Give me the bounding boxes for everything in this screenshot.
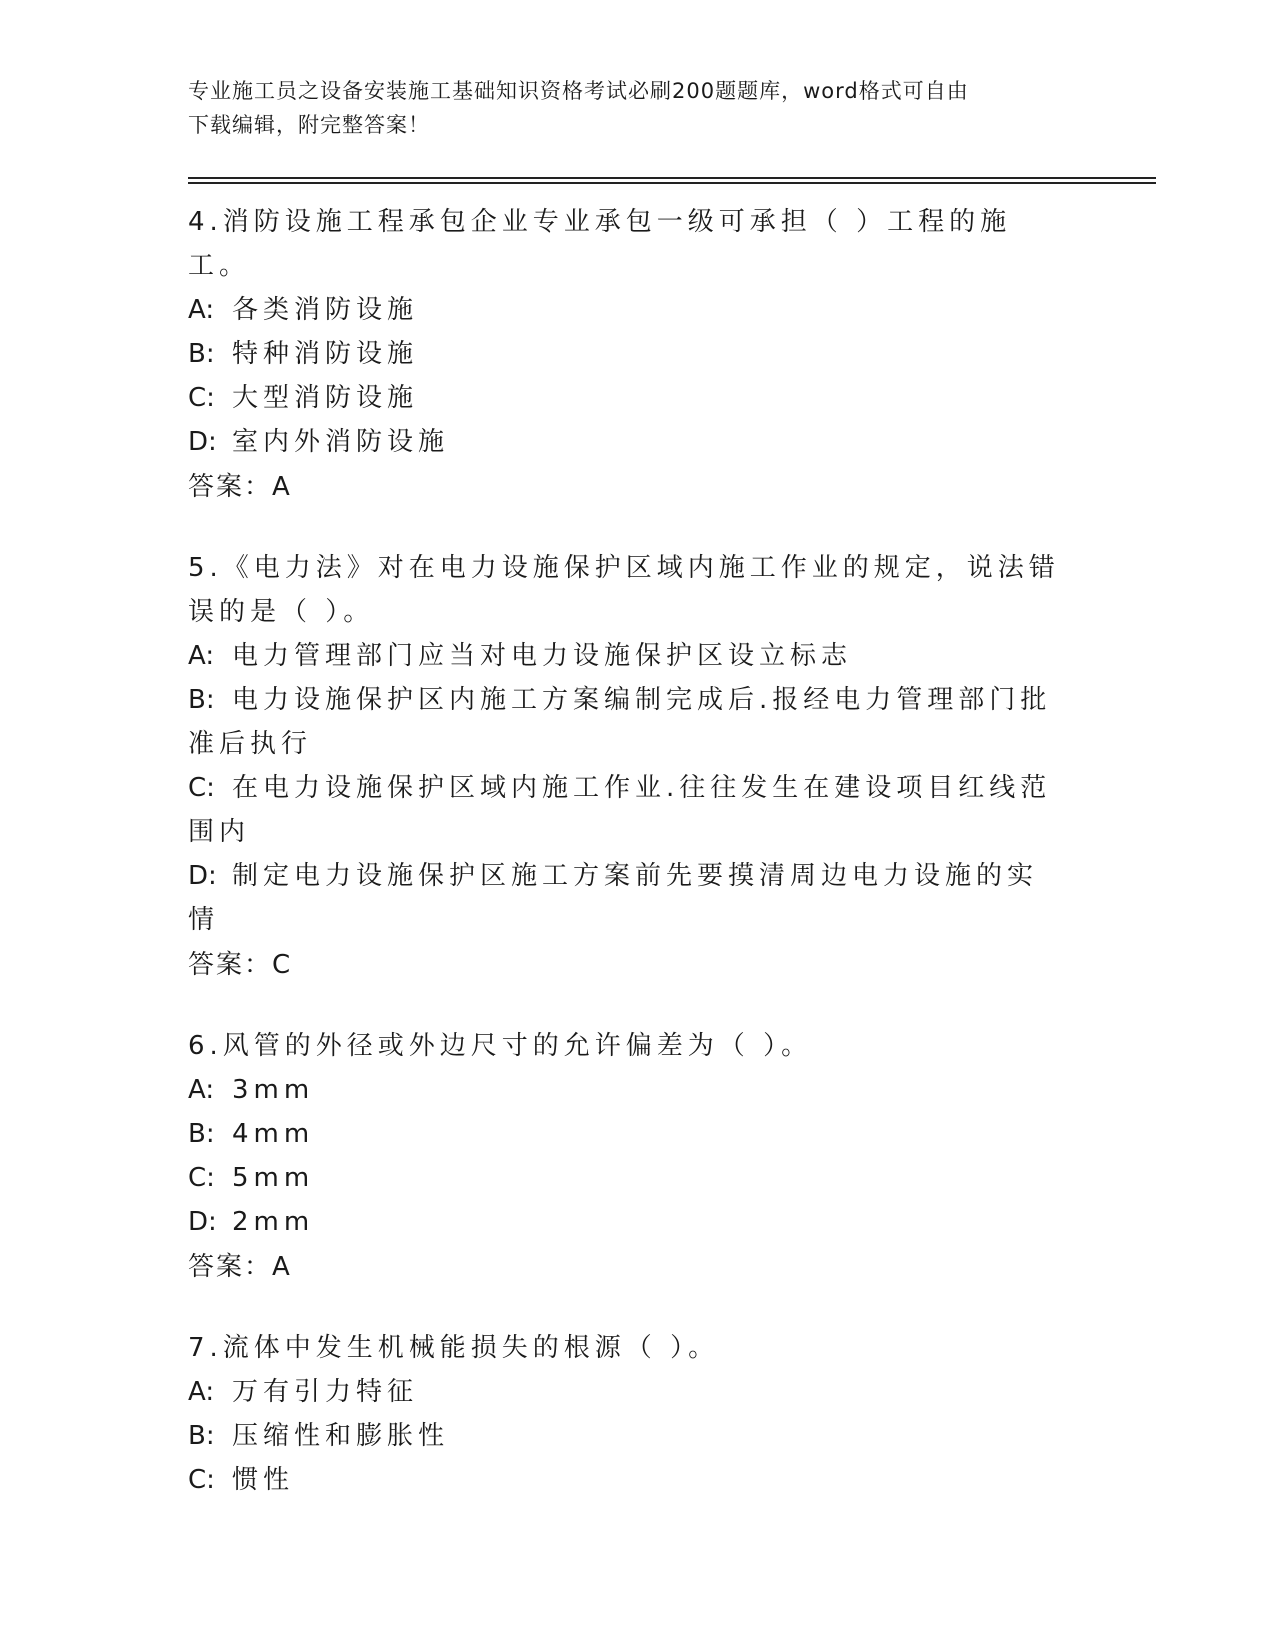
option-text: 2mm [232,1207,315,1237]
document-header [188,74,1088,142]
option-label: C: [188,1465,215,1495]
option-text: 惯性 [232,1465,295,1495]
question-text: 4.消防设施工程承包企业专业承包一级可承担（ ）工程的施工。 [188,207,1012,281]
question-text: 6.风管的外径或外边尺寸的允许偏差为（ ）。 [188,1031,813,1061]
option-text: 制定电力设施保护区施工方案前先要摸清周边电力设施的实情 [188,861,1039,935]
option-label: A: [188,295,215,325]
option-text: 特种消防设施 [232,339,419,369]
option-b [188,1112,1068,1156]
option-text: 电力设施保护区内施工方案编制完成后.报经电力管理部门批准后执行 [188,685,1052,759]
option-label: B: [188,339,215,369]
option-label: C: [188,383,215,413]
option-label: C: [188,773,215,803]
option-d [188,420,1068,464]
header-divider-top [188,177,1156,179]
option-label: A: [188,641,215,671]
option-text: 室内外消防设施 [232,427,450,457]
option-c [188,376,1068,420]
option-label: A: [188,1377,215,1407]
option-d [188,854,1068,942]
question-item [188,1024,1068,1290]
question-text: 5.《电力法》对在电力设施保护区域内施工作业的规定，说法错误的是（ ）。 [188,553,1060,627]
option-a [188,1370,1068,1414]
option-label: D: [188,861,217,891]
option-b [188,1414,1068,1458]
header-line-2: 下载编辑，附完整答案！ [188,113,430,137]
option-text: 4mm [232,1119,315,1149]
option-c [188,1156,1068,1200]
question-text: 7.流体中发生机械能损失的根源（ ）。 [188,1333,720,1363]
option-text: 万有引力特征 [232,1377,419,1407]
option-c [188,766,1068,854]
answer-text: 答案：A [188,472,292,502]
option-label: A: [188,1075,215,1105]
option-text: 3mm [232,1075,315,1105]
option-label: B: [188,1421,215,1451]
option-text: 压缩性和膨胀性 [232,1421,450,1451]
option-label: C: [188,1163,215,1193]
option-a [188,288,1068,332]
option-text: 大型消防设施 [232,383,419,413]
option-label: D: [188,427,217,457]
option-text: 在电力设施保护区域内施工作业.往往发生在建设项目红线范围内 [188,773,1052,847]
option-label: B: [188,1119,215,1149]
option-a [188,1068,1068,1112]
option-text: 各类消防设施 [232,295,419,325]
option-text: 5mm [232,1163,315,1193]
option-label: D: [188,1207,217,1237]
option-text: 电力管理部门应当对电力设施保护区设立标志 [232,641,853,671]
header-line-1: 专业施工员之设备安装施工基础知识资格考试必刷200题题库，word格式可自由 [188,79,969,103]
option-b [188,332,1068,376]
question-item [188,1326,1068,1502]
option-d [188,1200,1068,1244]
option-label: B: [188,685,215,715]
question-item [188,200,1068,510]
option-b [188,678,1068,766]
answer-text: 答案：A [188,1252,292,1282]
question-item [188,546,1068,988]
option-a [188,634,1068,678]
answer-text: 答案：C [188,950,293,980]
header-divider-bottom [188,182,1156,184]
question-list [188,200,1068,1538]
option-c [188,1458,1068,1502]
